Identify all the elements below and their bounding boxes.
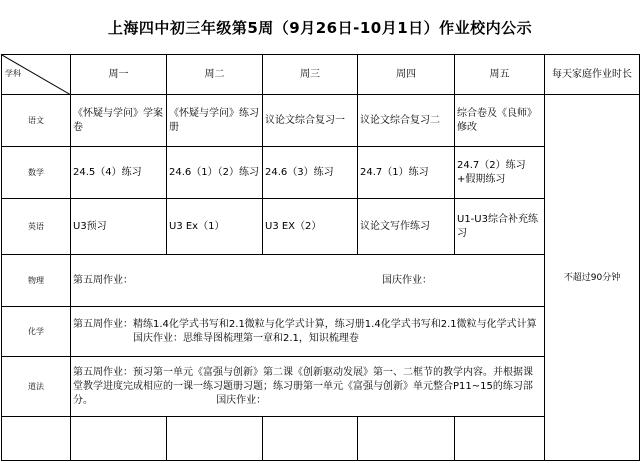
row-chemistry <box>2 307 640 357</box>
subject-math: 数学 <box>2 147 71 199</box>
cell-chinese-wed: 议论文综合复习一 <box>263 95 358 147</box>
corner-label: 学科 <box>5 69 21 78</box>
cell-math-fri: 24.7（2）练习+假期练习 <box>455 147 545 199</box>
page-title: 上海四中初三年级第5周（9月26日-10月1日）作业校内公示 <box>107 18 533 37</box>
cell-politics <box>71 357 545 417</box>
empty-cell <box>455 417 545 461</box>
subject-physics: 物理 <box>2 255 71 307</box>
chemistry-holiday-work: 国庆作业：思维导图梳理第一章和2.1，知识梳理卷 <box>133 332 359 344</box>
row-english <box>2 199 640 255</box>
row-empty <box>2 417 640 461</box>
subject-politics: 道法 <box>2 357 71 417</box>
cell-english-tue: U3 Ex（1） <box>167 199 263 255</box>
time-limit-cell: 不超过90分钟 <box>545 95 640 461</box>
cell-chinese-thu: 议论文综合复习二 <box>358 95 455 147</box>
politics-holiday-work: 国庆作业： <box>216 394 267 406</box>
row-chinese <box>2 95 640 147</box>
empty-cell <box>2 417 71 461</box>
physics-holiday-work: 国庆作业： <box>382 274 432 286</box>
cell-english-mon: U3预习 <box>71 199 167 255</box>
header-row <box>2 55 640 95</box>
empty-cell <box>71 417 167 461</box>
cell-english-wed: U3 EX（2） <box>263 199 358 255</box>
subject-english: 英语 <box>2 199 71 255</box>
subject-chinese: 语文 <box>2 95 71 147</box>
cell-math-wed: 24.6（3）练习 <box>263 147 358 199</box>
cell-physics <box>71 255 545 307</box>
chemistry-week-work: 第五周作业：精练1.4化学式书写和2.1微粒与化学式计算，练习册1.4化学式书写和2.1微粒与化学式计算 <box>73 318 537 330</box>
cell-chinese-tue: 《怀疑与学问》练习册 <box>167 95 263 147</box>
cell-english-fri: U1-U3综合补充练习 <box>455 199 545 255</box>
cell-math-thu: 24.7（1）练习 <box>358 147 455 199</box>
empty-cell <box>167 417 263 461</box>
physics-week-work: 第五周作业： <box>73 274 133 286</box>
cell-chinese-fri: 综合卷及《良师》修改 <box>455 95 545 147</box>
cell-math-mon: 24.5（4）练习 <box>71 147 167 199</box>
row-math <box>2 147 640 199</box>
cell-math-tue: 24.6（1）（2）练习 <box>167 147 263 199</box>
header-limit: 每天家庭作业时长 <box>545 55 640 95</box>
empty-cell <box>263 417 358 461</box>
header-day-wed: 周三 <box>263 55 358 95</box>
cell-chinese-mon: 《怀疑与学问》学案卷 <box>71 95 167 147</box>
subject-chemistry: 化学 <box>2 307 71 357</box>
cell-chemistry <box>71 307 545 357</box>
row-politics <box>2 357 640 417</box>
header-day-mon: 周一 <box>71 55 167 95</box>
empty-cell <box>358 417 455 461</box>
row-physics <box>2 255 640 307</box>
header-day-fri: 周五 <box>455 55 545 95</box>
cell-english-thu: 议论文写作练习 <box>358 199 455 255</box>
homework-table <box>1 54 640 461</box>
header-day-tue: 周二 <box>167 55 263 95</box>
politics-week-work: 第五周作业：预习第一单元《富强与创新》第二课《创新驱动发展》第一、二框节的教学内容。并根据课堂教学进度完成相应的一课一练习题册习题；练习册第一单元《富强与创新》单元整合P11~15的练习部分。 <box>73 366 533 406</box>
header-day-thu: 周四 <box>358 55 455 95</box>
corner-cell <box>2 55 71 95</box>
